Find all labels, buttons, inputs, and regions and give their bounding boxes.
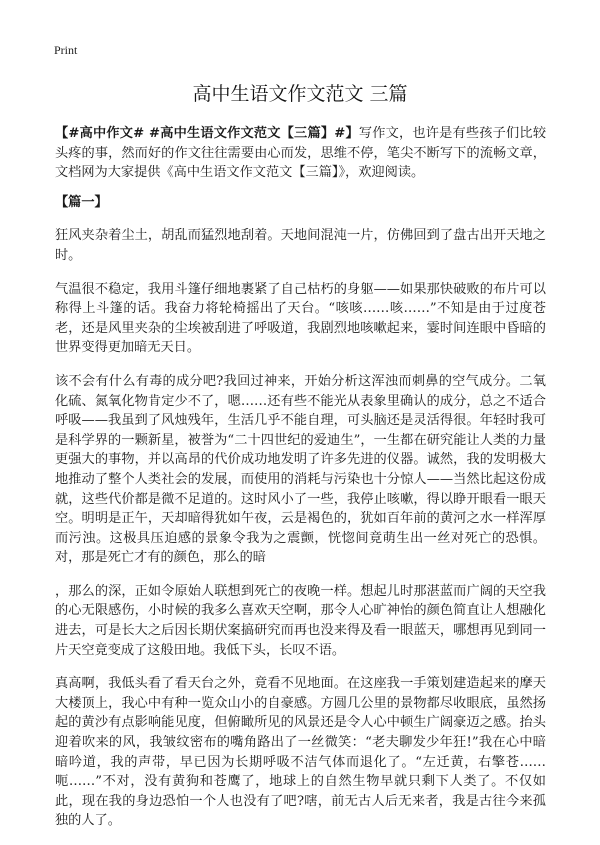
article-body xyxy=(55,124,546,845)
paragraph: 真高啊，我低头看了看天台之外，竟看不见地面。在这座我一手策划建造起来的摩天大楼顶上，我心中有种一览众山小的自豪感。方圆几公里的景物都尽收眼底，虽然扬起的黄沙有点影响能见度，但俯瞰所见的风景还是令人心中顿生广阔豪迈之感。抬头迎着吹来的风，我皱纹密布的嘴角路出了一丝微笑：“老夫聊发少年狂!”我在心中暗暗吟道，我的声带，早已因为长期呼吸不洁气体而退化了。“左迁黄，右擎苍……呃……”不对，没有黄狗和苍鹰了，地球上的自然生物早就只剩下人类了。不仅如此，现在我的身边恐怕一个人也没有了吧?嗐，前无古人后无来者，我是古往今来孤独的人了。 xyxy=(55,676,546,829)
paragraph: ，那么的深，正如令原始人联想到死亡的夜晚一样。想起儿时那湛蓝而广阔的天空我的心无限感伤，小时候的我多么喜欢天空啊，那令人心旷神怡的颜色简直让人想融化进去，可是长大之后因长期伏案搞研究而再也没来得及看一眼蓝天，哪想再见到同一片天空竟变成了这般田地。我低下头，长叹不语。 xyxy=(55,583,546,658)
page-title: 高中生语文作文范文 三篇 xyxy=(192,83,408,105)
section-heading: 【篇一】 xyxy=(55,194,108,210)
intro-text: 写作文，也许是有些孩子们比较头疼的事，然而好的作文往往需要由心而发，思维不停，笔尖不断写下的流畅文章，文档网为大家提供《高中生语文作文范文【三篇】》，欢迎阅读。 xyxy=(55,126,547,181)
paragraph: 该不会有什么有毒的成分吧?我回过神来，开始分析这浑浊而刺鼻的空气成分。二氧化硫、氮氧化物肯定少不了，嗯……还有些不能光从表象里确认的成分，总之不适合呼吸——我虽到了风烛残年，生活几乎不能自理，可头脑还是灵活得很。年轻时我可是科学界的一颗新星，被誉为“二十四世纪的爱迪生”，一生都在研究能让人类的力量更强大的事物，并以高昂的代价成功地发明了许多先进的仪器。诚然，我的发明极大地推动了整个人类社会的发展，而使用的消耗与污染也十分惊人——当然比起这份成就，这些代价都是微不足道的。这时风小了一些，我停止咳嗽，得以睁开眼看一眼天空。明明是正午，天却暗得犹如午夜，云是褐色的，犹如百年前的黄河之水一样浑厚而污浊。这极具压迫感的景象令我为之震颤，恍惚间竟萌生出一丝对死亡的恐惧。对，那是死亡才有的颜色，那么的暗 xyxy=(55,373,546,566)
intro-paragraph xyxy=(55,124,546,183)
paragraph: 狂风夹杂着尘土，胡乱而猛烈地刮着。天地间混沌一片，仿佛回到了盘古出开天地之时。 xyxy=(55,228,546,263)
paragraph: 气温很不稳定，我用斗篷仔细地裹紧了自己枯朽的身躯——如果那快破败的布片可以称得上斗篷的话。我奋力将轮椅摇出了天台。“咳咳……咳……”不知是由于过度苍老，还是风里夹杂的尘埃被刮进了呼吸道，我剧烈地咳嗽起来，霎时间连眼中昏暗的世界变得更加暗无天日。 xyxy=(55,281,546,356)
intro-tags: 【#高中作文# #高中生语文作文范文【三篇】#】 xyxy=(55,126,359,141)
print-link[interactable]: Print xyxy=(54,43,78,57)
